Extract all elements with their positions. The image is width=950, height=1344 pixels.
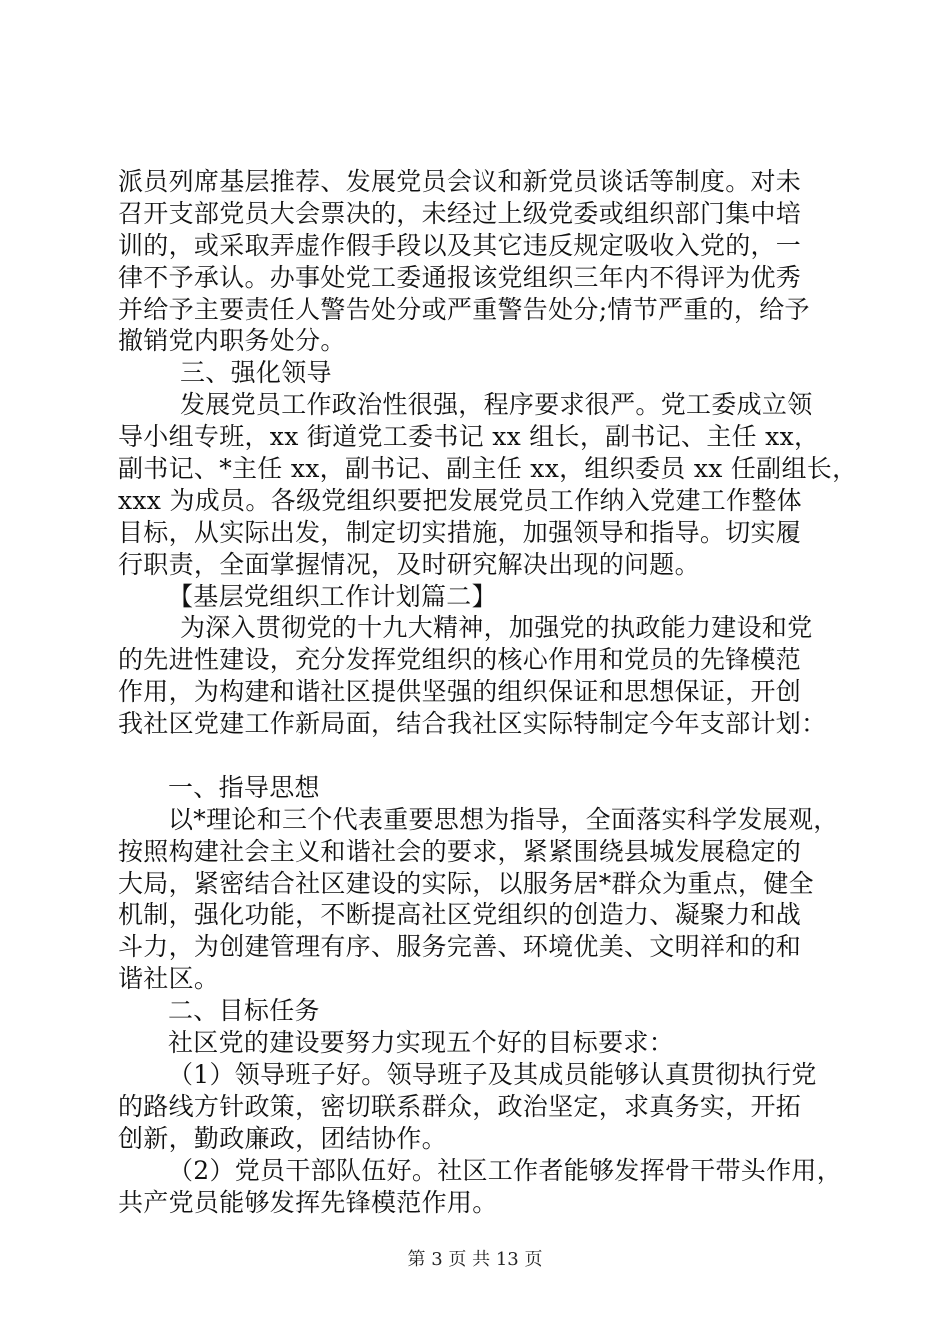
paragraph-4 [118,804,838,995]
heading-guiding-thought: 一、指导思想 [168,772,320,802]
text-line: 谐社区。 [118,964,220,994]
text-line: 机制，强化功能，不断提高社区党组织的创造力、凝聚力和战 [118,900,802,930]
text-line: 创新，勤政廉政，团结协作。 [118,1123,447,1153]
page-number-footer: 第 3 页 共 13 页 [407,1249,543,1270]
text-line: 撤销党内职务处分。 [118,326,346,356]
text-line: 的路线方针政策，密切联系群众，政治坚定，求真务实，开拓 [118,1091,802,1121]
paragraph-1 [118,166,838,357]
text-line: （2）党员干部队伍好。社区工作者能够发挥骨干带头作用， [168,1155,843,1185]
text-line: 共产党员能够发挥先锋模范作用。 [118,1187,498,1217]
text-line: 副书记、*主任 xx，副书记、副主任 xx，组织委员 xx 任副组长， [118,454,858,484]
paragraph-3 [118,612,838,740]
section-title: 【基层党组织工作计划篇二】 [168,581,497,611]
paragraph-5: 社区党的建设要努力实现五个好的目标要求： [168,1028,675,1058]
text-line: 为深入贯彻党的十九大精神，加强党的执政能力建设和党 [180,613,813,643]
text-line: 目标，从实际出发，制定切实措施，加强领导和指导。切实履 [118,517,802,547]
heading-strengthen-leadership: 三、强化领导 [180,358,332,388]
text-line: 训的，或采取弄虚作假手段以及其它违反规定吸收入党的，一 [118,230,802,260]
text-line: 我社区党建工作新局面，结合我社区实际特制定今年支部计划： [118,709,827,739]
heading-goals-tasks: 二、目标任务 [168,996,320,1026]
blank-line [118,740,838,772]
text-line: （1）领导班子好。领导班子及其成员能够认真贯彻执行党 [168,1059,817,1089]
text-line: 以*理论和三个代表重要思想为指导，全面落实科学发展观， [168,804,839,834]
text-line: 按照构建社会主义和谐社会的要求，紧紧围绕县城发展稳定的 [118,836,802,866]
document-body [118,166,858,1218]
text-line: 并给予主要责任人警告处分或严重警告处分;情节严重的，给予 [118,294,810,324]
paragraph-2 [118,389,858,580]
list-item-1 [118,1059,838,1155]
text-line: 导小组专班，xx 街道党工委书记 xx 组长，副书记、主任 xx， [118,422,820,452]
text-line: 作用，为构建和谐社区提供坚强的组织保证和思想保证，开创 [118,677,802,707]
text-line: 的先进性建设，充分发挥党组织的核心作用和党员的先锋模范 [118,645,802,675]
text-line: 派员列席基层推荐、发展党员会议和新党员谈话等制度。对未 [118,167,802,196]
text-line: 行职责，全面掌握情况，及时研究解决出现的问题。 [118,549,700,579]
text-line: xxx 为成员。各级党组织要把发展党员工作纳入党建工作整体 [118,485,802,515]
text-line: 发展党员工作政治性很强，程序要求很严。党工委成立领 [180,390,813,420]
text-line: 律不予承认。办事处党工委通报该党组织三年内不得评为优秀 [118,262,802,292]
list-item-2 [118,1155,843,1219]
text-line: 大局，紧密结合社区建设的实际，以服务居*群众为重点，健全 [118,868,814,898]
text-line: 召开支部党员大会票决的，未经过上级党委或组织部门集中培 [118,198,802,228]
text-line: 斗力，为创建管理有序、服务完善、环境优美、文明祥和的和 [118,932,802,962]
